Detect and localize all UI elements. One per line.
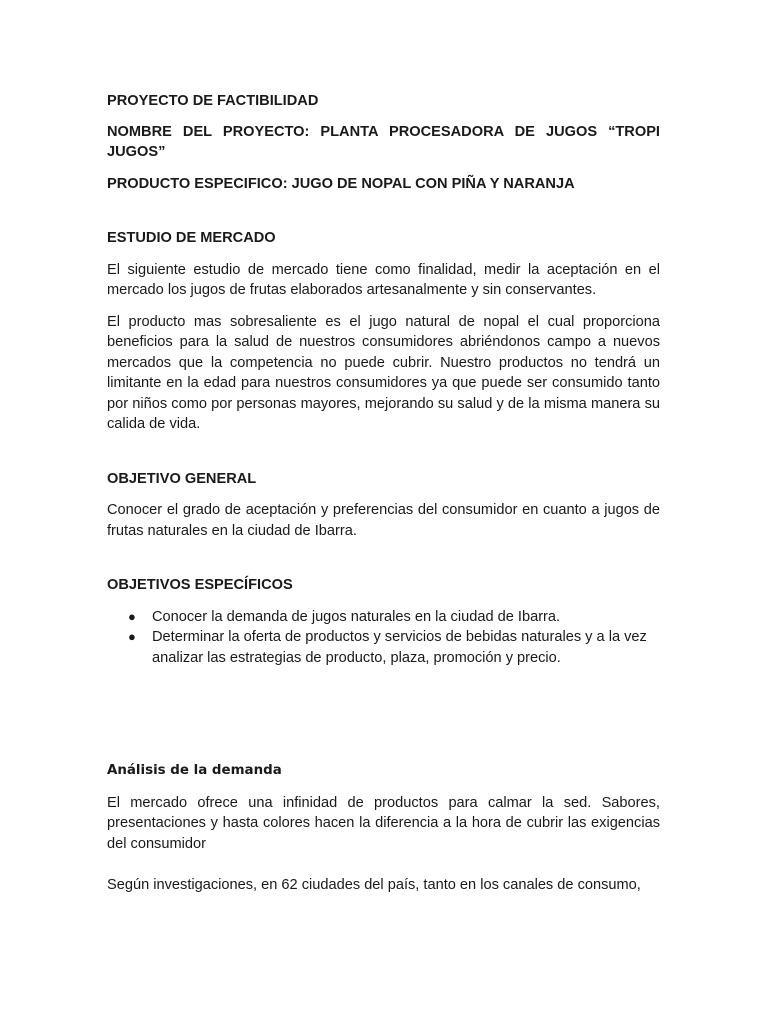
- list-item: [107, 627, 660, 668]
- demand-analysis-heading: Análisis de la demanda: [107, 763, 282, 778]
- specific-objectives-heading: OBJETIVOS ESPECÍFICOS: [107, 577, 293, 593]
- document-title: PROYECTO DE FACTIBILIDAD: [107, 93, 319, 109]
- list-item-text: Determinar la oferta de productos y servicios de bebidas naturales y a la vez analizar las estrategias de producto, plaza, promoción y precio.: [152, 629, 647, 666]
- list-item: [107, 607, 660, 628]
- demand-analysis-paragraph: El mercado ofrece una infinidad de productos para calmar la sed. Sabores, presentaciones y hasta colores hacen la diferencia a la hora de cubrir las exigencias del consumidor: [107, 794, 660, 852]
- specific-objectives-list: [107, 607, 660, 669]
- market-study-heading: ESTUDIO DE MERCADO: [107, 230, 276, 246]
- demand-analysis-paragraph: Según investigaciones, en 62 ciudades del país, tanto en los canales de consumo,: [107, 877, 641, 893]
- general-objective-text: Conocer el grado de aceptación y preferencias del consumidor en cuanto a jugos de frutas naturales en la ciudad de Ibarra.: [107, 502, 660, 539]
- general-objective-heading: OBJETIVO GENERAL: [107, 470, 257, 487]
- bullet-icon: ●: [128, 608, 136, 624]
- market-study-paragraph: El siguiente estudio de mercado tiene como finalidad, medir la aceptación en el mercado los jugos de frutas elaborados artesanalmente y sin conservantes.: [107, 261, 660, 298]
- bullet-icon: ●: [128, 629, 136, 644]
- project-name: NOMBRE DEL PROYECTO: PLANTA PROCESADORA DE JUGOS “TROPI JUGOS”: [107, 123, 660, 160]
- list-item-text: Conocer la demanda de jugos naturales en la ciudad de Ibarra.: [152, 608, 561, 625]
- market-study-paragraph: El producto mas sobresaliente es el jugo natural de nopal el cual proporciona beneficios para la salud de nuestros consumidores abriéndonos campo a nuevos mercados que la competencia no puede cubrir. Nuestro productos no tendrá un limitante en la edad para nuestros consumidores ya que puede ser consumido tanto por niños como por personas mayores, mejorando su salud y de la misma manera su calida de vida.: [107, 313, 660, 432]
- product-name: PRODUCTO ESPECIFICO: JUGO DE NOPAL CON PIÑA Y NARANJA: [107, 175, 575, 192]
- document-page: [107, 91, 660, 896]
